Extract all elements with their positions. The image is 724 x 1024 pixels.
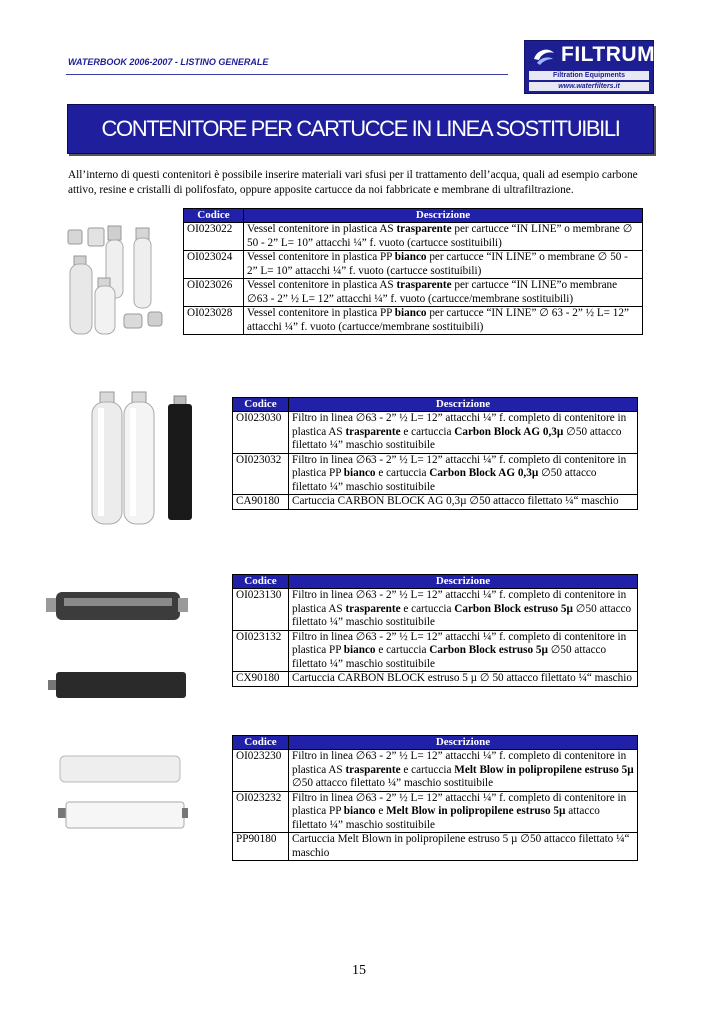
product-code: OI023032 <box>233 453 289 495</box>
table-row <box>184 251 643 279</box>
product-description: Cartuccia Melt Blown in polipropilene estruso 5 µ ∅50 attacco filettato ¼“ maschio <box>289 833 638 861</box>
carbon-block-filters-image <box>88 388 208 530</box>
logo-tagline: Filtration Equipments <box>529 71 649 80</box>
product-code: CX90180 <box>233 672 289 687</box>
intro-paragraph: All’interno di questi contenitori è possibile inserire materiali vari sfusi per il trattamento dell’acqua, quali ad esempio carbone attivo, resine e cristalli di polifosfato, oppure apposite cartucce da noi fabbricate e membrane di ultrafiltrazione. <box>68 169 638 196</box>
table-header <box>233 575 638 589</box>
product-table-4 <box>232 735 638 861</box>
product-description: Filtro in linea ∅63 - 2” ½ L= 12” attacchi ¼” f. completo di contenitore in plastica PP bianco e cartuccia Carbon Block estruso 5µ ∅50 attacco filettato ¼” maschio sostituibile <box>289 630 638 672</box>
banner-title: CONTENITORE PER CARTUCCE IN LINEA SOSTITUIBILI <box>101 116 620 141</box>
product-code: OI023130 <box>233 589 289 631</box>
logo-word: FILTRUM <box>561 43 656 66</box>
product-table-2 <box>232 397 638 510</box>
product-code: OI023132 <box>233 630 289 672</box>
product-description: Filtro in linea ∅63 - 2” ½ L= 12” attacchi ¼” f. completo di contenitore in plastica AS trasparente e cartuccia Melt Blow in polipropilene estruso 5µ ∅50 attacco filettato ¼” maschio sostituibile <box>289 750 638 792</box>
table-row <box>233 630 638 672</box>
water-drop-icon <box>531 45 557 67</box>
product-table-3 <box>232 574 638 687</box>
column-header-code: Codice <box>233 736 289 750</box>
product-description: Filtro in linea ∅63 - 2” ½ L= 12” attacchi ¼” f. completo di contenitore in plastica AS trasparente e cartuccia Carbon Block AG 0,3µ ∅50 attacco filettato ¼” maschio sostituibile <box>289 412 638 454</box>
product-description: Filtro in linea ∅63 - 2” ½ L= 12” attacchi ¼” f. completo di contenitore in plastica PP bianco e Melt Blow in polipropilene estruso 5µ attacco filettato ¼” maschio sostituibile <box>289 791 638 833</box>
product-code: OI023030 <box>233 412 289 454</box>
product-code: OI023024 <box>184 251 244 279</box>
product-description: Vessel contenitore in plastica AS trasparente per cartucce “IN LINE”o membrane ∅63 - 2” ½ L= 12” attacchi ¼” f. vuoto (cartucce/membrane sostituibili) <box>244 279 643 307</box>
page-number: 15 <box>352 963 366 978</box>
product-table-1 <box>183 208 643 335</box>
column-header-code: Codice <box>233 575 289 589</box>
table-header <box>233 736 638 750</box>
product-description: Filtro in linea ∅63 - 2” ½ L= 12” attacchi ¼” f. completo di contenitore in plastica AS trasparente e cartuccia Carbon Block estruso 5µ ∅50 attacco filettato ¼” maschio sostituibile <box>289 589 638 631</box>
table-row <box>184 307 643 335</box>
product-description: Filtro in linea ∅63 - 2” ½ L= 12” attacchi ¼” f. completo di contenitore in plastica PP bianco e cartuccia Carbon Block AG 0,3µ ∅50 attacco filettato ¼” maschio sostituibile <box>289 453 638 495</box>
filtrum-logo <box>524 40 654 94</box>
table-row <box>233 453 638 495</box>
table-row <box>184 223 643 251</box>
product-description: Vessel contenitore in plastica AS trasparente per cartucce “IN LINE” o membrane ∅ 50 - 2” L= 10” attacchi ¼” f. vuoto (cartucce sostituibili) <box>244 223 643 251</box>
product-code: PP90180 <box>233 833 289 861</box>
table-row <box>233 672 638 687</box>
product-code: OI023028 <box>184 307 244 335</box>
table-row <box>233 589 638 631</box>
column-header-description: Descrizione <box>289 398 638 412</box>
product-description: Vessel contenitore in plastica PP bianco per cartucce “IN LINE” ∅ 63 - 2” ½ L= 12” attacchi ¼” f. vuoto (cartucce/membrane sostituibili) <box>244 307 643 335</box>
vessel-housings-image <box>62 222 174 340</box>
table-header <box>233 398 638 412</box>
product-code: CA90180 <box>233 495 289 510</box>
table-row <box>233 750 638 792</box>
section-banner <box>67 104 654 154</box>
table-row <box>233 412 638 454</box>
table-row <box>233 833 638 861</box>
column-header-description: Descrizione <box>289 575 638 589</box>
header-title: WATERBOOK 2006-2007 - LISTINO GENERALE <box>68 57 269 67</box>
product-description: Vessel contenitore in plastica PP bianco per cartucce “IN LINE” o membrane ∅ 50 - 2” L= 10” attacchi ¼” f. vuoto (cartucce sostituibili) <box>244 251 643 279</box>
extruded-carbon-filters-image <box>42 590 192 705</box>
header-divider <box>66 74 508 75</box>
product-code: OI023022 <box>184 223 244 251</box>
product-code: OI023232 <box>233 791 289 833</box>
product-code: OI023230 <box>233 750 289 792</box>
logo-website: www.waterfilters.it <box>529 82 649 91</box>
table-row <box>233 791 638 833</box>
column-header-description: Descrizione <box>289 736 638 750</box>
table-header <box>184 209 643 223</box>
melt-blown-filters-image <box>56 748 190 836</box>
column-header-code: Codice <box>233 398 289 412</box>
column-header-description: Descrizione <box>244 209 643 223</box>
column-header-code: Codice <box>184 209 244 223</box>
table-row <box>233 495 638 510</box>
product-code: OI023026 <box>184 279 244 307</box>
product-description: Cartuccia CARBON BLOCK estruso 5 µ ∅ 50 attacco filettato ¼“ maschio <box>289 672 638 687</box>
table-row <box>184 279 643 307</box>
product-description: Cartuccia CARBON BLOCK AG 0,3µ ∅50 attacco filettato ¼“ maschio <box>289 495 638 510</box>
